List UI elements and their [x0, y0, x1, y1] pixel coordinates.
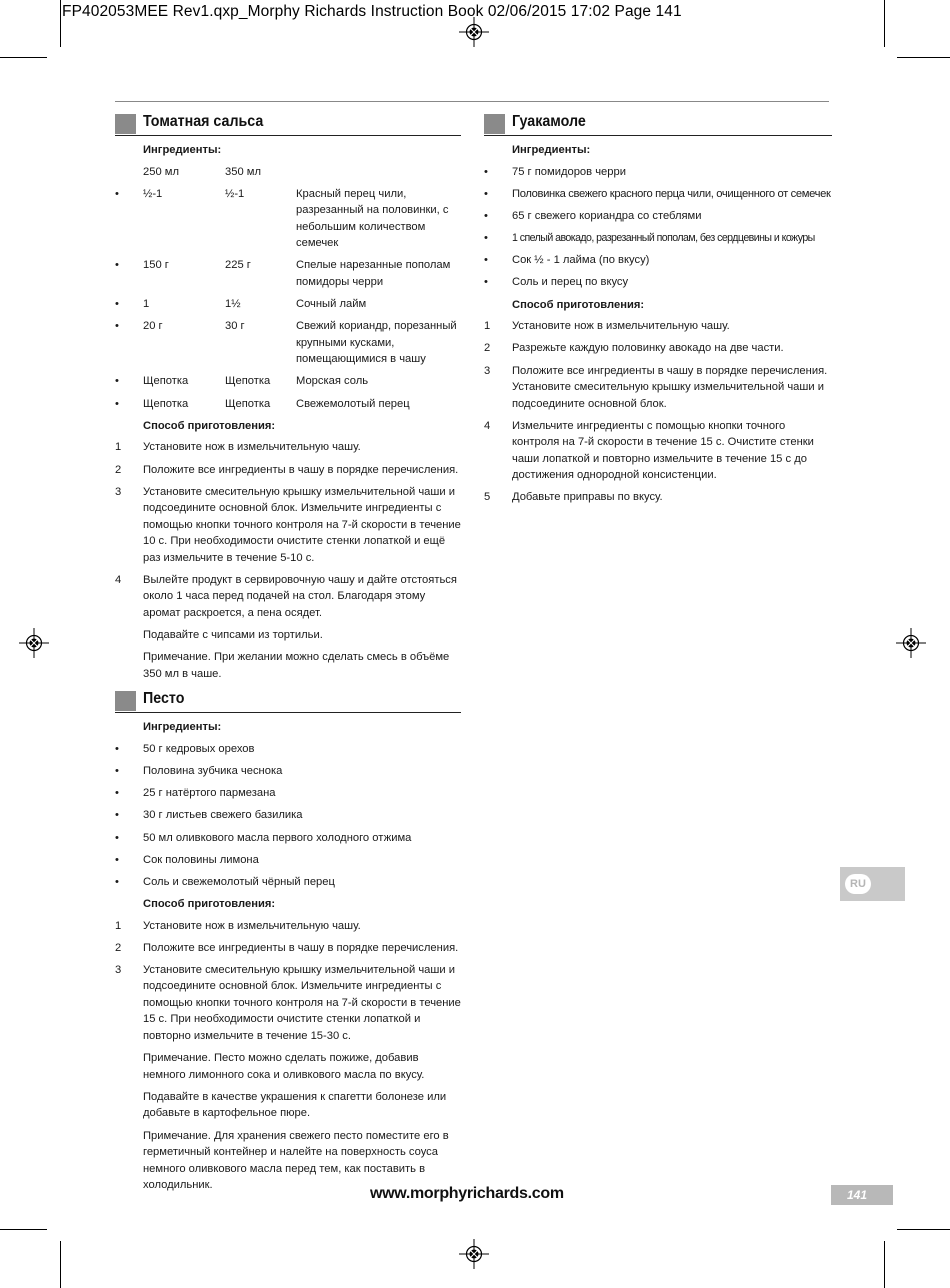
registration-mark-icon [19, 628, 49, 658]
ingredient-item [115, 852, 461, 869]
ingredients-label: Ингредиенты: [143, 721, 222, 734]
bullet: • [115, 742, 119, 755]
ingredient-item [484, 230, 832, 247]
crop-mark [0, 57, 47, 58]
ingredient-row [115, 296, 461, 313]
language-badge: RU [845, 874, 871, 894]
section-title: Томатная сальса [143, 113, 264, 130]
section-title: Гуакамоле [512, 113, 586, 130]
ingredient-text: Сок ½ - 1 лайма (по вкусу) [512, 254, 650, 267]
step-number: 2 [115, 941, 122, 954]
section-title: Песто [143, 690, 185, 708]
step-number: 3 [115, 485, 122, 498]
print-slug: FP402053MEE Rev1.qxp_Morphy Richards Instruction Book 02/06/2015 17:02 Page 141 [62, 3, 682, 20]
recipe-note: Подавайте в качестве украшения к спагетти болонезе или добавьте в картофельное пюре. [143, 1090, 447, 1120]
ingredient-text: Красный перец чили, разрезанный на половинки, с небольшим количеством семечек [296, 187, 449, 250]
crop-mark [897, 57, 950, 58]
method-step [115, 462, 461, 479]
ingredient-item [484, 274, 832, 291]
ingredient-item [484, 164, 832, 181]
method-step [115, 484, 461, 567]
ingredient-text: Морская соль [296, 375, 369, 388]
crop-mark [60, 0, 61, 47]
heading-marker [484, 114, 505, 134]
bullet: • [115, 397, 119, 410]
bullet: • [115, 787, 119, 800]
top-rule [115, 101, 829, 102]
bullet: • [115, 298, 119, 311]
quantity-column-b: 350 мл [225, 165, 261, 178]
bullet: • [484, 276, 488, 289]
recipe-note: Примечание. Для хранения свежего песто поместите его в герметичный контейнер и налейте на поверхность соуса немного оливкового масла перед тем, как поставить в холодильник. [143, 1129, 449, 1191]
ingredient-item [484, 208, 832, 225]
method-step [484, 489, 832, 506]
bullet: • [115, 831, 119, 844]
ingredient-item [484, 186, 832, 203]
step-text: Положите все ингредиенты в чашу в порядке перечисления. [143, 941, 459, 954]
amount-b: Щепотка [225, 397, 271, 410]
ingredient-text: Соль и перец по вкусу [512, 276, 629, 289]
ingredient-item [115, 830, 461, 847]
bullet: • [115, 764, 119, 777]
ingredients-label: Ингредиенты: [512, 144, 591, 156]
ingredient-item [115, 874, 461, 891]
step-number: 2 [484, 342, 491, 355]
bullet: • [484, 165, 488, 178]
amount-a: 1 [143, 298, 150, 311]
ingredient-text: 30 г листьев свежего базилика [143, 809, 303, 822]
method-step [115, 439, 461, 456]
ingredient-text: 75 г помидоров черри [512, 165, 626, 178]
quantity-header-row [115, 164, 461, 181]
step-text: Добавьте приправы по вкусу. [512, 491, 663, 504]
section-heading [115, 113, 461, 136]
step-text: Положите все ингредиенты в чашу в порядке перечисления. [143, 463, 459, 476]
bullet: • [115, 853, 119, 866]
heading-marker [115, 114, 136, 134]
ingredient-text: Половина зубчика чеснока [143, 764, 283, 777]
recipe-note: Примечание. При желании можно сделать смесь в объёме 350 мл в чаше. [143, 651, 450, 680]
amount-a: 150 г [143, 259, 169, 272]
section-heading [115, 690, 461, 713]
ingredient-text: Свежемолотый перец [296, 397, 410, 410]
method-label: Способ приготовления: [143, 419, 276, 432]
registration-mark-icon [896, 628, 926, 658]
crop-mark [897, 1229, 950, 1230]
crop-mark [60, 1241, 61, 1288]
registration-mark-icon [459, 1239, 489, 1269]
ingredient-text: Соль и свежемолотый чёрный перец [143, 875, 335, 888]
method-step [484, 318, 832, 335]
method-step [484, 418, 832, 484]
recipe-note: Подавайте с чипсами из тортильи. [143, 629, 323, 642]
amount-a: Щепотка [143, 397, 189, 410]
step-text: Установите нож в измельчительную чашу. [512, 320, 730, 333]
step-number: 2 [115, 463, 122, 476]
recipe-note: Примечание. Песто можно сделать пожиже, добавив немного лимонного сока и оливкового масла по вкусу. [143, 1052, 425, 1081]
ingredient-text: Сок половины лимона [143, 853, 259, 866]
registration-mark-icon [459, 17, 489, 47]
ingredient-item [115, 741, 461, 758]
right-column [484, 113, 832, 512]
ingredient-text: 50 г кедровых орехов [143, 742, 255, 755]
step-text: Установите нож в измельчительную чашу. [143, 919, 361, 932]
ingredient-text: Половинка свежего красного перца чили, очищенного от семечек [512, 187, 831, 200]
step-text: Положите все ингредиенты в чашу в порядке перечисления. Установите смесительную крышку измельчительной чаши и подсоедините основной блок. [512, 364, 828, 410]
ingredient-text: 50 мл оливкового масла первого холодного отжима [143, 831, 412, 844]
method-step [115, 962, 461, 1045]
bullet: • [115, 809, 119, 822]
quantity-column-a: 250 мл [143, 165, 179, 178]
crop-mark [884, 1241, 885, 1288]
step-number: 1 [484, 320, 491, 333]
step-number: 3 [484, 364, 491, 377]
section-heading [484, 113, 832, 136]
step-text: Разрежьте каждую половинку авокадо на две части. [512, 342, 784, 355]
amount-b: Щепотка [225, 375, 271, 388]
ingredient-row [115, 396, 461, 413]
amount-b: 225 г [225, 259, 251, 272]
bullet: • [484, 209, 488, 222]
amount-a: 20 г [143, 320, 163, 333]
step-text: Установите смесительную крышку измельчительной чаши и подсоедините основной блок. Измельчите ингредиенты с помощью кнопки точного контроля на 7-й скорости в течение 15 с. При необходимости очистите стенки лопаткой и повторно измельчите в течение 15-30 с. [143, 963, 461, 1042]
method-step [484, 340, 832, 357]
ingredient-row [115, 318, 461, 368]
crop-mark [884, 0, 885, 47]
ingredient-item [115, 763, 461, 780]
ingredient-row [115, 186, 461, 252]
bullet: • [484, 187, 488, 200]
ingredient-row [115, 257, 461, 290]
method-label: Способ приготовления: [512, 298, 645, 311]
bullet: • [115, 875, 119, 888]
amount-b: 1½ [225, 298, 241, 311]
bullet: • [115, 375, 119, 388]
ingredient-row [115, 373, 461, 390]
amount-b: ½-1 [225, 187, 245, 200]
bullet: • [484, 254, 488, 267]
bullet: • [115, 259, 119, 272]
amount-a: Щепотка [143, 375, 189, 388]
ingredient-text: Спелые нарезанные пополам помидоры черри [296, 259, 451, 288]
method-step [115, 918, 461, 935]
amount-b: 30 г [225, 320, 245, 333]
ingredient-item [115, 785, 461, 802]
method-step [115, 940, 461, 957]
ingredient-item [115, 807, 461, 824]
step-number: 1 [115, 919, 122, 932]
step-number: 4 [115, 573, 122, 586]
crop-mark [0, 1229, 47, 1230]
step-text: Вылейте продукт в сервировочную чашу и дайте отстояться около 1 часа перед подачей на стол. Благодаря этому аромат раскроется, а пена осядет. [143, 573, 457, 619]
step-text: Установите смесительную крышку измельчительной чаши и подсоедините основной блок. Измельчите ингредиенты с помощью кнопки точного контроля на 7-й скорости в течение 10 с. При необходимости очистите стенки лопаткой и ещё раз измельчите в течение 5-10 с. [143, 485, 461, 564]
step-number: 3 [115, 963, 122, 976]
bullet: • [484, 232, 488, 245]
step-number: 1 [115, 441, 122, 454]
ingredient-text: Сочный лайм [296, 298, 367, 311]
step-text: Измельчите ингредиенты с помощью кнопки точного контроля на 7-й скорости в течение 15 с. Очистите стенки чаши лопаткой и повторно измельчите в течение 15 с до достижения однородной консистенции. [512, 419, 814, 482]
page-number: 141 [846, 1188, 868, 1202]
bullet: • [115, 187, 119, 200]
amount-a: ½-1 [143, 187, 163, 200]
ingredient-text: 1 спелый авокадо, разрезанный пополам, без сердцевины и кожуры [512, 232, 815, 245]
method-step [484, 363, 832, 413]
step-number: 4 [484, 419, 491, 432]
method-step [115, 572, 461, 622]
ingredient-text: 65 г свежего кориандра со стеблями [512, 209, 702, 222]
step-text: Установите нож в измельчительную чашу. [143, 441, 361, 454]
ingredient-text: 25 г натёртого пармезана [143, 787, 276, 800]
ingredients-label: Ингредиенты: [143, 144, 222, 156]
left-column [115, 113, 461, 1199]
ingredient-item [484, 252, 832, 269]
step-number: 5 [484, 491, 491, 504]
bullet: • [115, 320, 119, 333]
ingredient-text: Свежий кориандр, порезанный крупными кусками, помещающимися в чашу [296, 320, 457, 366]
method-label: Способ приготовления: [143, 898, 276, 911]
heading-marker [115, 691, 136, 711]
footer-website: www.morphyrichards.com [370, 1185, 564, 1202]
